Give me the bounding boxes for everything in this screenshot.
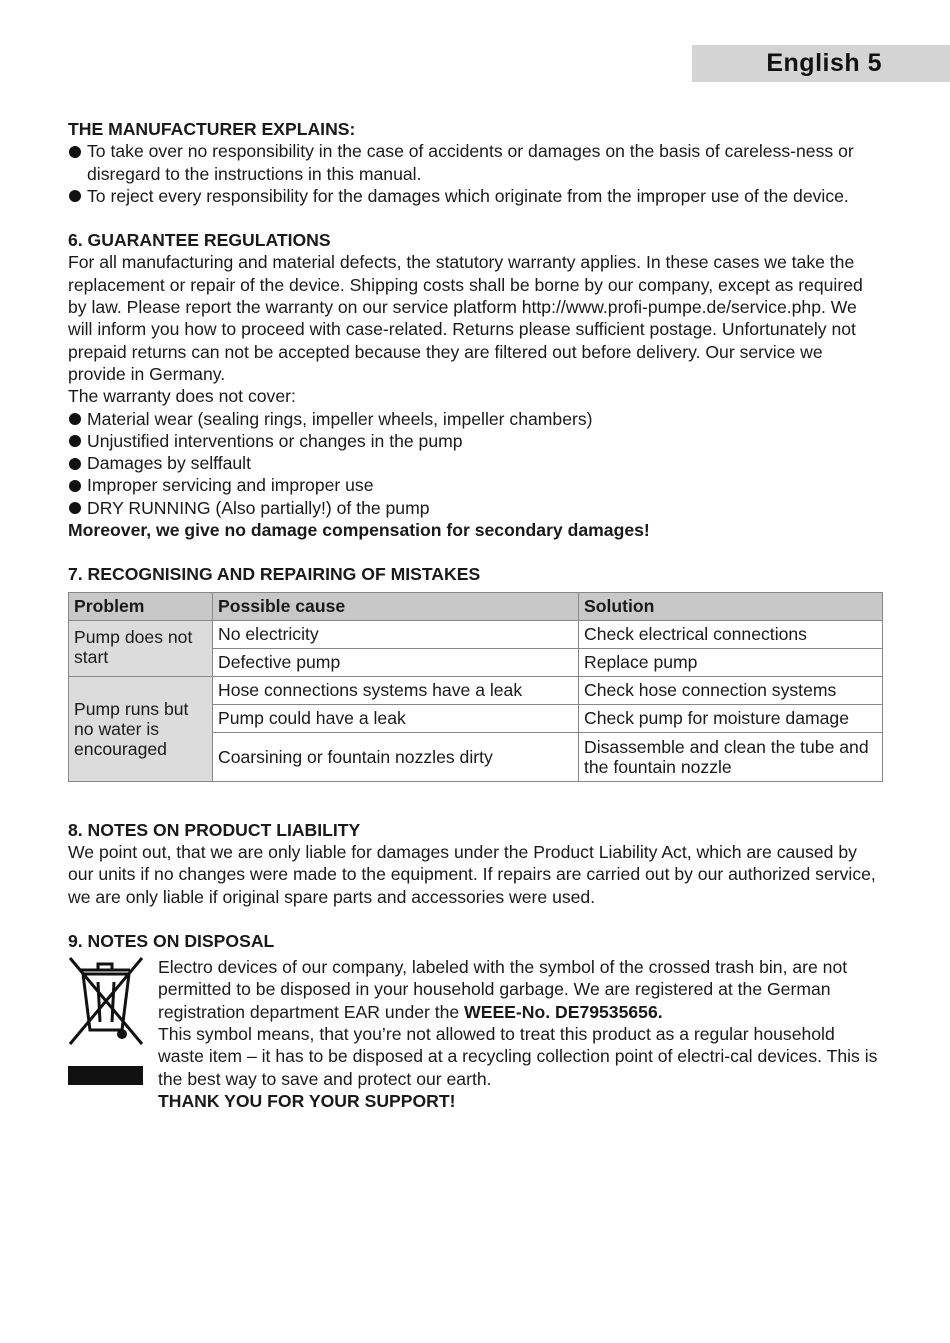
cause-cell: Pump could have a leak <box>213 704 579 732</box>
table-header-row <box>69 592 883 620</box>
disposal-text-1: Electro devices of our company, labeled with the symbol of the crossed trash bin, are not permitted to be disposed in your household garbage. We are registered at the German registration department EAR under the <box>158 957 848 1022</box>
weee-number: WEEE-No. DE79535656. <box>464 1001 663 1022</box>
list-item: DRY RUNNING (Also partially!) of the pump <box>68 497 883 519</box>
guarantee-section <box>68 229 883 541</box>
mistakes-heading: 7. RECOGNISING AND REPAIRING OF MISTAKES <box>68 564 481 585</box>
list-item: Improper servicing and improper use <box>68 474 883 496</box>
solution-cell: Replace pump <box>579 648 883 676</box>
page-content <box>68 118 883 1112</box>
mistakes-section <box>68 563 883 781</box>
problem-cell: Pump does not start <box>69 620 213 676</box>
column-header-problem: Problem <box>69 592 213 620</box>
problem-cell: Pump runs but no water is encouraged <box>69 676 213 781</box>
table-row <box>69 620 883 648</box>
guarantee-closing: Moreover, we give no damage compensation for secondary damages! <box>68 520 650 541</box>
liability-body: We point out, that we are only liable for damages under the Product Liability Act, which are caused by our units if no changes were made to the equipment. If repairs are carried out by our authorized service, we are only liable if original spare parts and accessories were used. <box>68 841 876 907</box>
list-item: To take over no responsibility in the case of accidents or damages on the basis of careless-ness or disregard to the instructions in this manual. <box>68 140 883 185</box>
disposal-text <box>158 956 883 1112</box>
column-header-solution: Solution <box>579 592 883 620</box>
list-item: Material wear (sealing rings, impeller wheels, impeller chambers) <box>68 408 883 430</box>
list-item: To reject every responsibility for the damages which originate from the improper use of the device. <box>68 185 883 207</box>
mistakes-table <box>68 592 883 782</box>
warranty-exclusions-list <box>68 408 883 519</box>
guarantee-heading: 6. GUARANTEE REGULATIONS <box>68 230 331 251</box>
guarantee-body: For all manufacturing and material defects, the statutory warranty applies. In these cases we take the replacement or repair of the device. Shipping costs shall be borne by our company, except as required by law. Please report the warranty on our service platform http://www.profi-pumpe.de/service.php. We will inform you how to proceed with case-related. Returns please sufficient postage. Unfortunately not prepaid returns can not be accepted because they are filtered out before delivery. Our service we provide in Germany. <box>68 252 863 384</box>
manufacturer-heading: THE MANUFACTURER EXPLAINS: <box>68 119 356 139</box>
manufacturer-list <box>68 140 883 207</box>
cause-cell: Defective pump <box>213 648 579 676</box>
disposal-paragraph-1 <box>158 956 883 1023</box>
solution-cell: Check pump for moisture damage <box>579 704 883 732</box>
solution-cell: Disassemble and clean the tube and the fountain nozzle <box>579 732 883 781</box>
crossed-trash-bin-icon <box>68 956 158 1112</box>
column-header-cause: Possible cause <box>213 592 579 620</box>
cause-cell: No electricity <box>213 620 579 648</box>
cause-cell: Coarsining or fountain nozzles dirty <box>213 732 579 781</box>
warranty-not-cover-intro: The warranty does not cover: <box>68 386 296 407</box>
cause-cell: Hose connections systems have a leak <box>213 676 579 704</box>
disposal-paragraph-2: This symbol means, that you’re not allowed to treat this product as a regular household waste item – it has to be disposed at a recycling collection point of electri-cal devices. This is the best way to save and protect our earth. <box>158 1024 878 1089</box>
table-row <box>69 676 883 704</box>
thank-you-note: THANK YOU FOR YOUR SUPPORT! <box>158 1090 456 1111</box>
liability-heading: 8. NOTES ON PRODUCT LIABILITY <box>68 819 361 840</box>
list-item: Damages by selffault <box>68 452 883 474</box>
disposal-section <box>68 930 883 1112</box>
page-number-tab: English 5 <box>692 45 950 82</box>
list-item: Unjustified interventions or changes in the pump <box>68 430 883 452</box>
solution-cell: Check electrical connections <box>579 620 883 648</box>
disposal-heading: 9. NOTES ON DISPOSAL <box>68 930 275 951</box>
liability-section <box>68 819 883 908</box>
manufacturer-section <box>68 118 883 207</box>
solution-cell: Check hose connection systems <box>579 676 883 704</box>
